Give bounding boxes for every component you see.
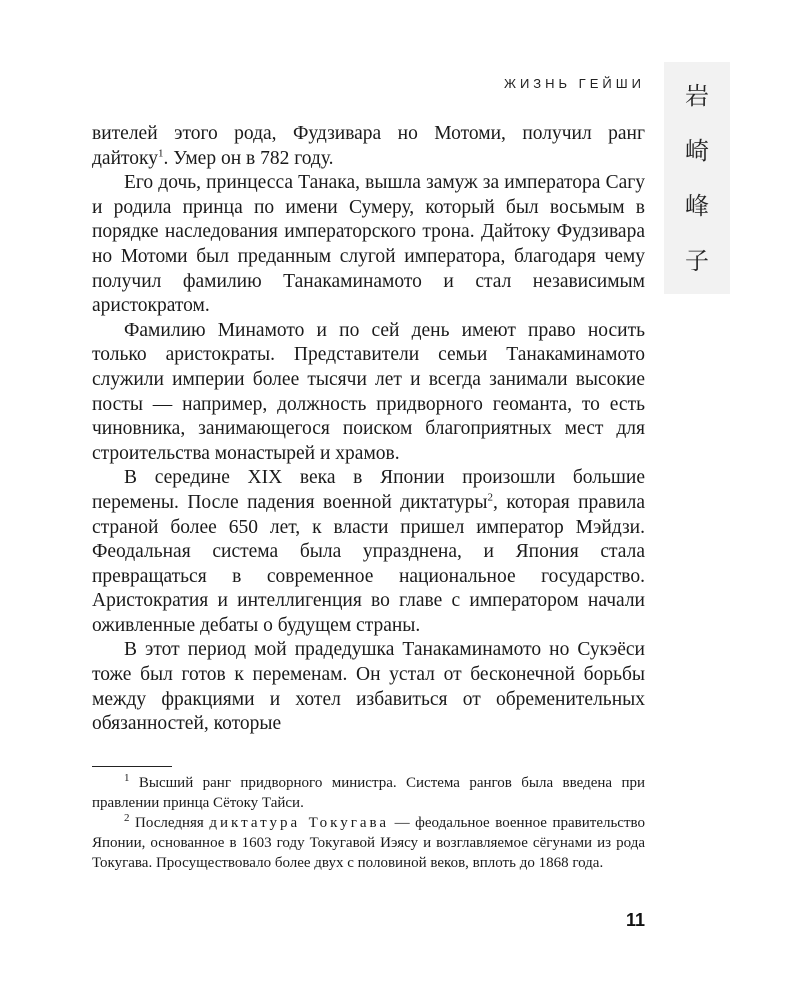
- footnotes: [92, 773, 645, 873]
- author-name-char-1: 岩: [685, 81, 709, 110]
- footnote-ref-2[interactable]: 2: [487, 491, 494, 504]
- footnote-1: [92, 773, 645, 813]
- footnote-2-text: — феодальное военное правительство Японии, основанное в 1603 году Токугавой Иэясу и возглавляемое сёгунами из рода Токугава. Просуществовало более двух с половиной веков, вплоть до 1868 года.: [92, 815, 645, 871]
- footnote-2-term: диктатура Токугава: [209, 815, 390, 831]
- paragraph-4-tail: , которая правила страной более 650 лет, к власти пришел император Мэйдзи. Феодальная система была упразднена, и Япония стала превращаться в современное национальное государство. Аристократия и интеллигенция во главе с императором начали оживленные дебаты о будущем страны.: [92, 491, 645, 636]
- paragraph-5: В этот период мой прадедушка Танакаминамото но Сукэёси тоже был готов к переменам. Он устал от бесконечной борьбы между фракциями и хотел избавиться от обременительных обязанностей, которые: [92, 639, 645, 735]
- paragraph-4: [92, 466, 645, 638]
- paragraph-2: Его дочь, принцесса Танака, вышла замуж за императора Сагу и родила принца по имени Сумеру, который был восьмым в порядке наследования императорского трона. Дайтоку Фудзивара но Мотоми был преданным слугой императора, благодаря чему получил фамилию Танакаминамото и стал независимым аристократом.: [92, 172, 645, 317]
- footnote-1-mark: 1: [124, 772, 130, 784]
- author-name-char-3: 峰: [685, 191, 709, 220]
- author-name-char-4: 子: [685, 246, 709, 275]
- paragraph-1: [92, 122, 645, 171]
- paragraph-4-text: В середине XIX века в Японии произошли большие перемены. После падения военной диктатуры: [92, 467, 645, 513]
- footnote-2: [92, 813, 645, 873]
- footnote-2-lead: Последняя: [129, 815, 210, 831]
- footnote-ref-1[interactable]: 1: [157, 147, 164, 160]
- author-name-char-2: 崎: [685, 136, 709, 165]
- author-name-tab: [664, 62, 730, 294]
- paragraph-3: Фамилию Минамото и по сей день имеют право носить только аристократы. Представители семьи Танакаминамото служили империи более тысячи лет и всегда занимали высокие посты — например, должность придворного геоманта, то есть чиновника, занимающегося поиском благоприятных мест для строительства монастырей и храмов.: [92, 319, 645, 464]
- paragraph-1-tail: . Умер он в 782 году.: [163, 147, 334, 169]
- footnote-divider: [92, 766, 172, 767]
- footnote-2-mark: 2: [124, 812, 130, 824]
- footnote-1-text: Высший ранг придворного министра. Система рангов была введена при правлении принца Сётоку Тайси.: [92, 775, 645, 811]
- paragraph-1-text: вителей этого рода, Фудзивара но Мотоми, получил ранг дайтоку: [92, 123, 645, 169]
- running-title: ЖИЗНЬ ГЕЙШИ: [503, 76, 645, 91]
- body-text: [92, 122, 645, 737]
- page-number: 11: [625, 910, 645, 930]
